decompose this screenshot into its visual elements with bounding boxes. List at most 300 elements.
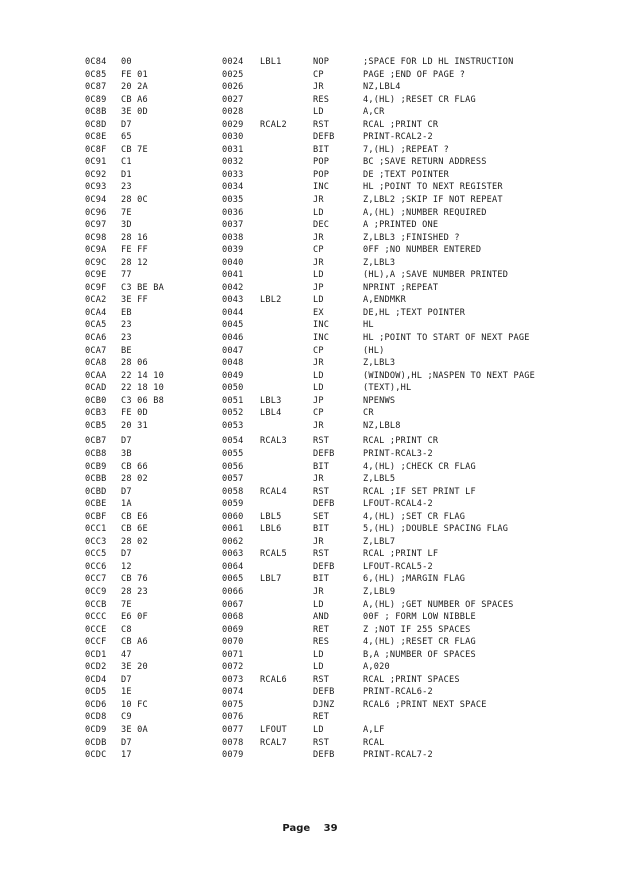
line-number: 0026 [222, 82, 244, 93]
operand: RCAL ;IF SET PRINT LF [363, 486, 476, 497]
address: 0CB8 [85, 448, 107, 459]
line-number: 0028 [222, 107, 244, 118]
line-number: 0077 [222, 724, 244, 735]
address: 0CC9 [85, 586, 107, 597]
hex-bytes: CB A6 [121, 637, 148, 648]
hex-bytes: 65 [121, 132, 132, 143]
line-number: 0037 [222, 220, 244, 231]
listing-row [85, 81, 615, 94]
opcode: LD [313, 383, 324, 394]
operand: RCAL [363, 737, 385, 748]
line-number: 0051 [222, 395, 244, 406]
opcode: JR [313, 257, 324, 268]
hex-bytes: CB E6 [121, 511, 148, 522]
line-number: 0076 [222, 712, 244, 723]
operand: LFOUT-RCAL5-2 [363, 561, 433, 572]
line-number: 0049 [222, 370, 244, 381]
listing-row [85, 586, 615, 599]
operand: RCAL6 ;PRINT NEXT SPACE [363, 699, 487, 710]
line-number: 0039 [222, 245, 244, 256]
operand: RCAL ;PRINT SPACES [363, 674, 460, 685]
listing-row [85, 611, 615, 624]
operand: 5,(HL) ;DOUBLE SPACING FLAG [363, 524, 509, 535]
address: 0CC5 [85, 549, 107, 560]
opcode: CP [313, 408, 324, 419]
listing-row [85, 435, 615, 448]
hex-bytes: 23 [121, 333, 132, 344]
address: 0CD9 [85, 724, 107, 735]
line-number: 0073 [222, 674, 244, 685]
line-number: 0071 [222, 649, 244, 660]
line-number: 0043 [222, 295, 244, 306]
line-number: 0024 [222, 57, 244, 67]
listing-row [85, 674, 615, 687]
hex-bytes: C8 [121, 624, 132, 635]
opcode: POP [313, 169, 330, 180]
address: 0CCE [85, 624, 107, 635]
opcode: NOP [313, 57, 330, 67]
hex-bytes: C1 [121, 157, 132, 168]
opcode: JR [313, 536, 324, 547]
operand: NZ,LBL8 [363, 420, 401, 431]
line-number: 0069 [222, 624, 244, 635]
address: 0CD6 [85, 699, 107, 710]
code-label: RCAL6 [260, 674, 287, 685]
opcode: DEFB [313, 687, 335, 698]
operand: PAGE ;END OF PAGE ? [363, 69, 466, 80]
address: 0CCB [85, 599, 107, 610]
page-footer [0, 823, 620, 834]
operand: Z,LBL2 ;SKIP IF NOT REPEAT [363, 195, 503, 206]
opcode: LD [313, 662, 324, 673]
operand: HL [363, 320, 374, 331]
address: 0CB5 [85, 420, 107, 431]
opcode: CP [313, 69, 324, 80]
address: 0CD8 [85, 712, 107, 723]
address: 0CAD [85, 383, 107, 394]
operand: PRINT-RCAL6-2 [363, 687, 433, 698]
address: 0C8F [85, 144, 107, 155]
line-number: 0031 [222, 144, 244, 155]
operand: BC ;SAVE RETURN ADDRESS [363, 157, 487, 168]
operand: Z,LBL3 [363, 358, 396, 369]
hex-bytes: FE 0D [121, 408, 148, 419]
listing-row [85, 523, 615, 536]
line-number: 0025 [222, 69, 244, 80]
operand: Z,LBL3 ;FINISHED ? [363, 232, 460, 243]
address: 0CB0 [85, 395, 107, 406]
opcode: RST [313, 549, 330, 560]
line-number: 0064 [222, 561, 244, 572]
hex-bytes: 22 14 10 [121, 370, 164, 381]
listing-row [85, 345, 615, 358]
code-label: LBL7 [260, 574, 282, 585]
assembly-listing [85, 56, 615, 762]
opcode: INC [313, 333, 330, 344]
address: 0CCC [85, 612, 107, 623]
opcode: EX [313, 307, 324, 318]
listing-row [85, 382, 615, 395]
hex-bytes: EB [121, 307, 132, 318]
opcode: RST [313, 119, 330, 130]
address: 0CA8 [85, 358, 107, 369]
address: 0CBB [85, 474, 107, 485]
operand: A,020 [363, 662, 390, 673]
code-label: RCAL3 [260, 436, 287, 447]
line-number: 0029 [222, 119, 244, 130]
line-number: 0072 [222, 662, 244, 673]
line-number: 0040 [222, 257, 244, 268]
opcode: DEFB [313, 750, 335, 761]
operand: Z ;NOT IF 255 SPACES [363, 624, 471, 635]
hex-bytes: 28 02 [121, 474, 148, 485]
operand: Z,LBL3 [363, 257, 396, 268]
line-number: 0060 [222, 511, 244, 522]
hex-bytes: 17 [121, 750, 132, 761]
hex-bytes: 12 [121, 561, 132, 572]
address: 0C8E [85, 132, 107, 143]
hex-bytes: D7 [121, 737, 132, 748]
address: 0C8D [85, 119, 107, 130]
listing-row [85, 737, 615, 750]
address: 0CBE [85, 499, 107, 510]
operand: Z,LBL9 [363, 586, 396, 597]
opcode: JP [313, 395, 324, 406]
address: 0CC7 [85, 574, 107, 585]
opcode: DEC [313, 220, 330, 231]
opcode: BIT [313, 144, 330, 155]
listing-row [85, 536, 615, 549]
listing-row [85, 473, 615, 486]
opcode: JR [313, 195, 324, 206]
listing-row [85, 511, 615, 524]
operand: ;SPACE FOR LD HL INSTRUCTION [363, 57, 514, 67]
address: 0C9E [85, 270, 107, 281]
hex-bytes: 1E [121, 687, 132, 698]
line-number: 0070 [222, 637, 244, 648]
opcode: BIT [313, 524, 330, 535]
hex-bytes: CB A6 [121, 94, 148, 105]
listing-row [85, 498, 615, 511]
opcode: INC [313, 182, 330, 193]
operand: A,ENDMKR [363, 295, 406, 306]
listing-row [85, 169, 615, 182]
hex-bytes: D7 [121, 119, 132, 130]
hex-bytes: CB 66 [121, 461, 148, 472]
page-label: Page [282, 823, 311, 834]
hex-bytes: 3E FF [121, 295, 148, 306]
opcode: INC [313, 320, 330, 331]
line-number: 0032 [222, 157, 244, 168]
listing-row [85, 561, 615, 574]
opcode: LD [313, 207, 324, 218]
operand: 4,(HL) ;RESET CR FLAG [363, 637, 476, 648]
hex-bytes: 3D [121, 220, 132, 231]
hex-bytes: D7 [121, 486, 132, 497]
line-number: 0027 [222, 94, 244, 105]
operand: 00F ; FORM LOW NIBBLE [363, 612, 476, 623]
hex-bytes: 23 [121, 182, 132, 193]
operand: DE,HL ;TEXT POINTER [363, 307, 466, 318]
listing-row [85, 486, 615, 499]
opcode: CP [313, 345, 324, 356]
opcode: LD [313, 649, 324, 660]
listing-row [85, 332, 615, 345]
address: 0C9A [85, 245, 107, 256]
code-label: RCAL5 [260, 549, 287, 560]
opcode: RES [313, 637, 330, 648]
address: 0CAA [85, 370, 107, 381]
listing-row [85, 699, 615, 712]
operand: (WINDOW),HL ;NASPEN TO NEXT PAGE [363, 370, 535, 381]
listing-row [85, 282, 615, 295]
address: 0CA4 [85, 307, 107, 318]
hex-bytes: D1 [121, 169, 132, 180]
hex-bytes: CB 7E [121, 144, 148, 155]
operand: (HL) [363, 345, 385, 356]
address: 0CA6 [85, 333, 107, 344]
code-label: RCAL2 [260, 119, 287, 130]
line-number: 0059 [222, 499, 244, 510]
operand: B,A ;NUMBER OF SPACES [363, 649, 476, 660]
listing-row [85, 219, 615, 232]
hex-bytes: C9 [121, 712, 132, 723]
hex-bytes: D7 [121, 436, 132, 447]
address: 0C9F [85, 282, 107, 293]
address: 0CBD [85, 486, 107, 497]
line-number: 0079 [222, 750, 244, 761]
hex-bytes: 3B [121, 448, 132, 459]
listing-row [85, 94, 615, 107]
code-label: RCAL4 [260, 486, 287, 497]
listing-row [85, 636, 615, 649]
hex-bytes: FE 01 [121, 69, 148, 80]
operand: 4,(HL) ;RESET CR FLAG [363, 94, 476, 105]
opcode: LD [313, 599, 324, 610]
opcode: DEFB [313, 448, 335, 459]
hex-bytes: 28 02 [121, 536, 148, 547]
listing-row [85, 724, 615, 737]
operand: RCAL ;PRINT LF [363, 549, 439, 560]
listing-row [85, 461, 615, 474]
address: 0CCF [85, 637, 107, 648]
address: 0C92 [85, 169, 107, 180]
address: 0CB9 [85, 461, 107, 472]
operand: 0FF ;NO NUMBER ENTERED [363, 245, 482, 256]
address: 0C97 [85, 220, 107, 231]
listing-row [85, 269, 615, 282]
listing-row [85, 420, 615, 433]
address: 0C84 [85, 57, 107, 67]
line-number: 0041 [222, 270, 244, 281]
address: 0C8B [85, 107, 107, 118]
operand: PRINT-RCAL3-2 [363, 448, 433, 459]
opcode: CP [313, 245, 324, 256]
address: 0CB7 [85, 436, 107, 447]
listing-row [85, 407, 615, 420]
line-number: 0062 [222, 536, 244, 547]
code-label: LBL3 [260, 395, 282, 406]
line-number: 0066 [222, 586, 244, 597]
address: 0C93 [85, 182, 107, 193]
line-number: 0061 [222, 524, 244, 535]
line-number: 0053 [222, 420, 244, 431]
line-number: 0047 [222, 345, 244, 356]
listing-row [85, 624, 615, 637]
operand: (TEXT),HL [363, 383, 412, 394]
opcode: BIT [313, 461, 330, 472]
opcode: DJNZ [313, 699, 335, 710]
opcode: JP [313, 282, 324, 293]
listing-row [85, 257, 615, 270]
opcode: RET [313, 712, 330, 723]
line-number: 0063 [222, 549, 244, 560]
listing-row [85, 56, 615, 69]
address: 0CDC [85, 750, 107, 761]
operand: PRINT-RCAL2-2 [363, 132, 433, 143]
address: 0CB3 [85, 408, 107, 419]
listing-row [85, 307, 615, 320]
address: 0CD4 [85, 674, 107, 685]
opcode: LD [313, 107, 324, 118]
operand: Z,LBL5 [363, 474, 396, 485]
address: 0C98 [85, 232, 107, 243]
line-number: 0050 [222, 383, 244, 394]
line-number: 0074 [222, 687, 244, 698]
listing-row [85, 686, 615, 699]
address: 0CC6 [85, 561, 107, 572]
line-number: 0038 [222, 232, 244, 243]
hex-bytes: CB 6E [121, 524, 148, 535]
opcode: DEFB [313, 132, 335, 143]
hex-bytes: 23 [121, 320, 132, 331]
listing-row [85, 156, 615, 169]
operand: RCAL ;PRINT CR [363, 119, 439, 130]
code-label: LBL4 [260, 408, 282, 419]
hex-bytes: BE [121, 345, 132, 356]
listing-row [85, 599, 615, 612]
line-number: 0042 [222, 282, 244, 293]
opcode: RET [313, 624, 330, 635]
code-label: LBL5 [260, 511, 282, 522]
listing-row [85, 548, 615, 561]
code-label: LBL1 [260, 57, 282, 67]
operand: A,(HL) ;GET NUMBER OF SPACES [363, 599, 514, 610]
operand: NPRINT ;REPEAT [363, 282, 439, 293]
line-number: 0056 [222, 461, 244, 472]
page-number: 39 [323, 823, 338, 834]
opcode: JR [313, 586, 324, 597]
opcode: JR [313, 82, 324, 93]
hex-bytes: D7 [121, 674, 132, 685]
line-number: 0035 [222, 195, 244, 206]
opcode: LD [313, 370, 324, 381]
operand: A ;PRINTED ONE [363, 220, 439, 231]
hex-bytes: C3 06 B8 [121, 395, 164, 406]
operand: DE ;TEXT POINTER [363, 169, 449, 180]
line-number: 0054 [222, 436, 244, 447]
opcode: JR [313, 420, 324, 431]
hex-bytes: 20 31 [121, 420, 148, 431]
hex-bytes: D7 [121, 549, 132, 560]
opcode: SET [313, 511, 330, 522]
address: 0C94 [85, 195, 107, 206]
address: 0C9C [85, 257, 107, 268]
listing-row [85, 194, 615, 207]
operand: NZ,LBL4 [363, 82, 401, 93]
operand: A,CR [363, 107, 385, 118]
listing-row [85, 319, 615, 332]
hex-bytes: C3 BE BA [121, 282, 164, 293]
hex-bytes: 10 FC [121, 699, 148, 710]
opcode: LD [313, 295, 324, 306]
hex-bytes: 47 [121, 649, 132, 660]
opcode: LD [313, 724, 324, 735]
address: 0CA7 [85, 345, 107, 356]
hex-bytes: 7E [121, 207, 132, 218]
address: 0CC1 [85, 524, 107, 535]
operand: HL ;POINT TO START OF NEXT PAGE [363, 333, 530, 344]
code-label: LBL2 [260, 295, 282, 306]
address: 0C85 [85, 69, 107, 80]
listing-row [85, 573, 615, 586]
listing-row [85, 448, 615, 461]
operand: (HL),A ;SAVE NUMBER PRINTED [363, 270, 509, 281]
opcode: JR [313, 232, 324, 243]
hex-bytes: 22 18 10 [121, 383, 164, 394]
hex-bytes: 28 12 [121, 257, 148, 268]
line-number: 0034 [222, 182, 244, 193]
opcode: DEFB [313, 561, 335, 572]
listing-row [85, 370, 615, 383]
line-number: 0045 [222, 320, 244, 331]
line-number: 0030 [222, 132, 244, 143]
listing-row [85, 106, 615, 119]
address: 0C96 [85, 207, 107, 218]
address: 0CDB [85, 737, 107, 748]
line-number: 0044 [222, 307, 244, 318]
listing-row [85, 144, 615, 157]
line-number: 0058 [222, 486, 244, 497]
listing-row [85, 661, 615, 674]
hex-bytes: CB 76 [121, 574, 148, 585]
address: 0C87 [85, 82, 107, 93]
code-label: LFOUT [260, 724, 287, 735]
opcode: RST [313, 737, 330, 748]
address: 0C91 [85, 157, 107, 168]
opcode: LD [313, 270, 324, 281]
listing-row [85, 69, 615, 82]
listing-row [85, 232, 615, 245]
line-number: 0052 [222, 408, 244, 419]
opcode: RST [313, 436, 330, 447]
listing-row [85, 244, 615, 257]
hex-bytes: 7E [121, 599, 132, 610]
operand: A,(HL) ;NUMBER REQUIRED [363, 207, 487, 218]
address: 0CD2 [85, 662, 107, 673]
hex-bytes: 28 23 [121, 586, 148, 597]
hex-bytes: FE FF [121, 245, 148, 256]
operand: PRINT-RCAL7-2 [363, 750, 433, 761]
operand: CR [363, 408, 374, 419]
hex-bytes: 28 06 [121, 358, 148, 369]
hex-bytes: 1A [121, 499, 132, 510]
hex-bytes: 3E 0D [121, 107, 148, 118]
line-number: 0075 [222, 699, 244, 710]
line-number: 0068 [222, 612, 244, 623]
line-number: 0046 [222, 333, 244, 344]
hex-bytes: 77 [121, 270, 132, 281]
